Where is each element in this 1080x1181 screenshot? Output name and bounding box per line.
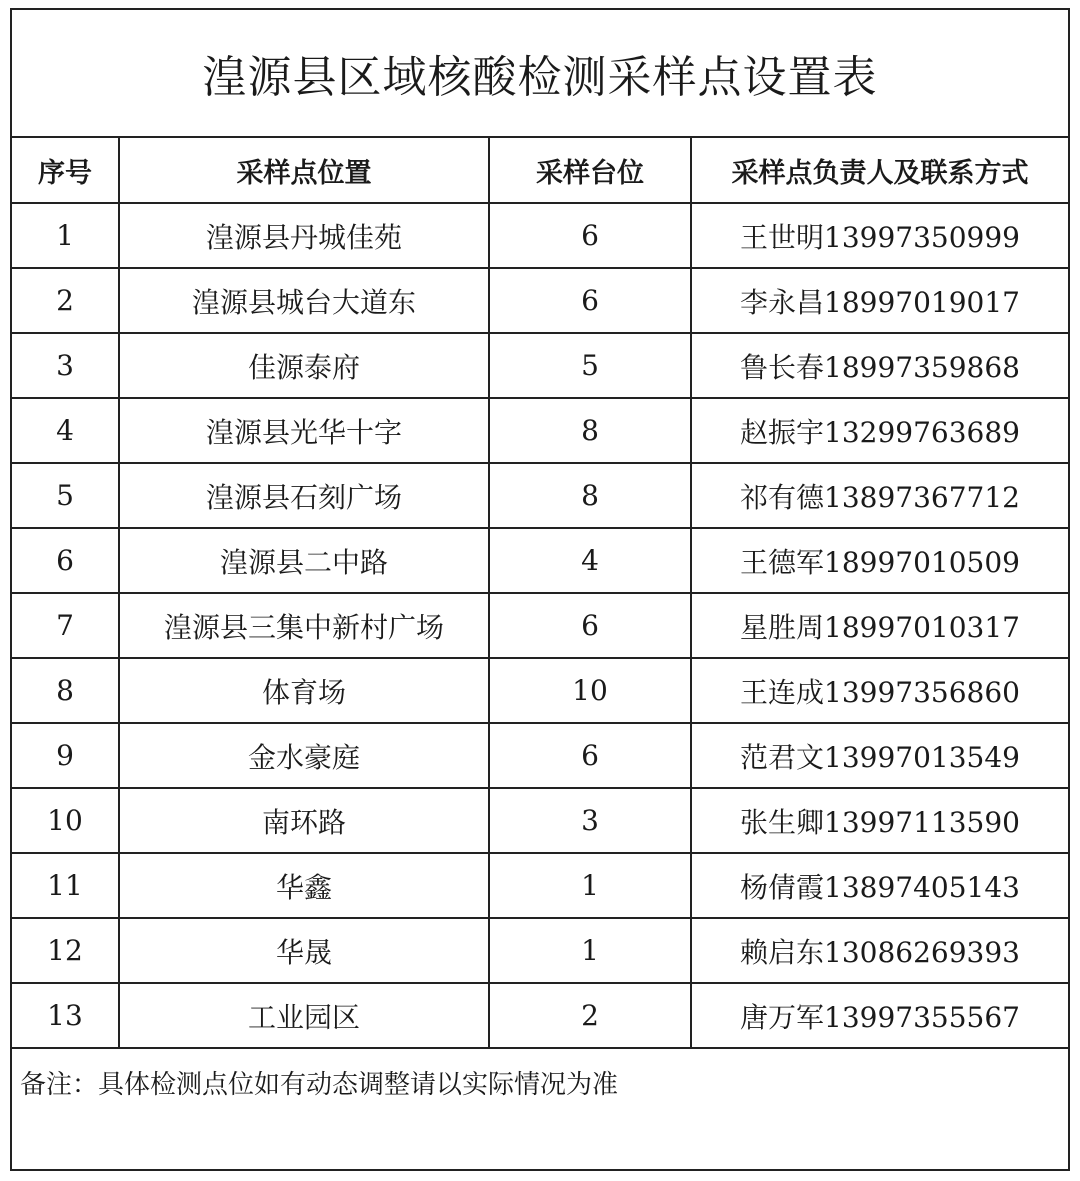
- cell-contact: 赵振宇13299763689: [691, 398, 1068, 463]
- table-row: [12, 333, 1068, 398]
- sampling-sites-table: [12, 138, 1068, 1049]
- header-stations: 采样台位: [489, 138, 691, 203]
- cell-serial-number: 10: [12, 788, 119, 853]
- table-row: [12, 853, 1068, 918]
- cell-serial-number: 9: [12, 723, 119, 788]
- cell-stations: 1: [489, 918, 691, 983]
- cell-contact: 祁有德13897367712: [691, 463, 1068, 528]
- cell-serial-number: 2: [12, 268, 119, 333]
- cell-serial-number: 7: [12, 593, 119, 658]
- cell-location: 华晟: [119, 918, 489, 983]
- cell-contact: 赖启东13086269393: [691, 918, 1068, 983]
- cell-location: 湟源县三集中新村广场: [119, 593, 489, 658]
- table-row: [12, 658, 1068, 723]
- table-row: [12, 203, 1068, 268]
- header-location: 采样点位置: [119, 138, 489, 203]
- cell-contact: 王世明13997350999: [691, 203, 1068, 268]
- cell-serial-number: 6: [12, 528, 119, 593]
- sampling-sites-sheet: [10, 8, 1070, 1171]
- cell-contact: 范君文13997013549: [691, 723, 1068, 788]
- cell-location: 湟源县城台大道东: [119, 268, 489, 333]
- cell-stations: 6: [489, 203, 691, 268]
- cell-location: 金水豪庭: [119, 723, 489, 788]
- cell-contact: 李永昌18997019017: [691, 268, 1068, 333]
- cell-stations: 6: [489, 723, 691, 788]
- cell-contact: 杨倩霞13897405143: [691, 853, 1068, 918]
- table-row: [12, 723, 1068, 788]
- cell-serial-number: 11: [12, 853, 119, 918]
- header-serial-number: 序号: [12, 138, 119, 203]
- cell-serial-number: 3: [12, 333, 119, 398]
- cell-stations: 8: [489, 463, 691, 528]
- cell-stations: 3: [489, 788, 691, 853]
- remarks-note: 备注：具体检测点位如有动态调整请以实际情况为准: [20, 1069, 619, 1100]
- cell-serial-number: 8: [12, 658, 119, 723]
- cell-stations: 5: [489, 333, 691, 398]
- cell-stations: 1: [489, 853, 691, 918]
- cell-location: 工业园区: [119, 983, 489, 1048]
- cell-location: 体育场: [119, 658, 489, 723]
- document-title: 湟源县区域核酸检测采样点设置表: [12, 10, 1068, 138]
- table-row: [12, 983, 1068, 1048]
- table-row: [12, 593, 1068, 658]
- cell-location: 湟源县二中路: [119, 528, 489, 593]
- table-row: [12, 918, 1068, 983]
- cell-serial-number: 1: [12, 203, 119, 268]
- cell-stations: 4: [489, 528, 691, 593]
- cell-serial-number: 4: [12, 398, 119, 463]
- table-row: [12, 528, 1068, 593]
- table-row: [12, 788, 1068, 853]
- cell-contact: 张生卿13997113590: [691, 788, 1068, 853]
- table-row: [12, 463, 1068, 528]
- cell-location: 南环路: [119, 788, 489, 853]
- cell-location: 湟源县石刻广场: [119, 463, 489, 528]
- cell-stations: 10: [489, 658, 691, 723]
- table-row: [12, 268, 1068, 333]
- cell-stations: 8: [489, 398, 691, 463]
- cell-contact: 鲁长春18997359868: [691, 333, 1068, 398]
- cell-serial-number: 13: [12, 983, 119, 1048]
- cell-contact: 唐万军13997355567: [691, 983, 1068, 1048]
- table-row: [12, 398, 1068, 463]
- table-header-row: [12, 138, 1068, 203]
- cell-stations: 6: [489, 268, 691, 333]
- cell-stations: 6: [489, 593, 691, 658]
- header-contact: 采样点负责人及联系方式: [691, 138, 1068, 203]
- cell-stations: 2: [489, 983, 691, 1048]
- cell-location: 湟源县丹城佳苑: [119, 203, 489, 268]
- cell-contact: 星胜周18997010317: [691, 593, 1068, 658]
- cell-location: 佳源泰府: [119, 333, 489, 398]
- cell-serial-number: 12: [12, 918, 119, 983]
- cell-contact: 王连成13997356860: [691, 658, 1068, 723]
- cell-serial-number: 5: [12, 463, 119, 528]
- cell-location: 华鑫: [119, 853, 489, 918]
- cell-location: 湟源县光华十字: [119, 398, 489, 463]
- cell-contact: 王德军18997010509: [691, 528, 1068, 593]
